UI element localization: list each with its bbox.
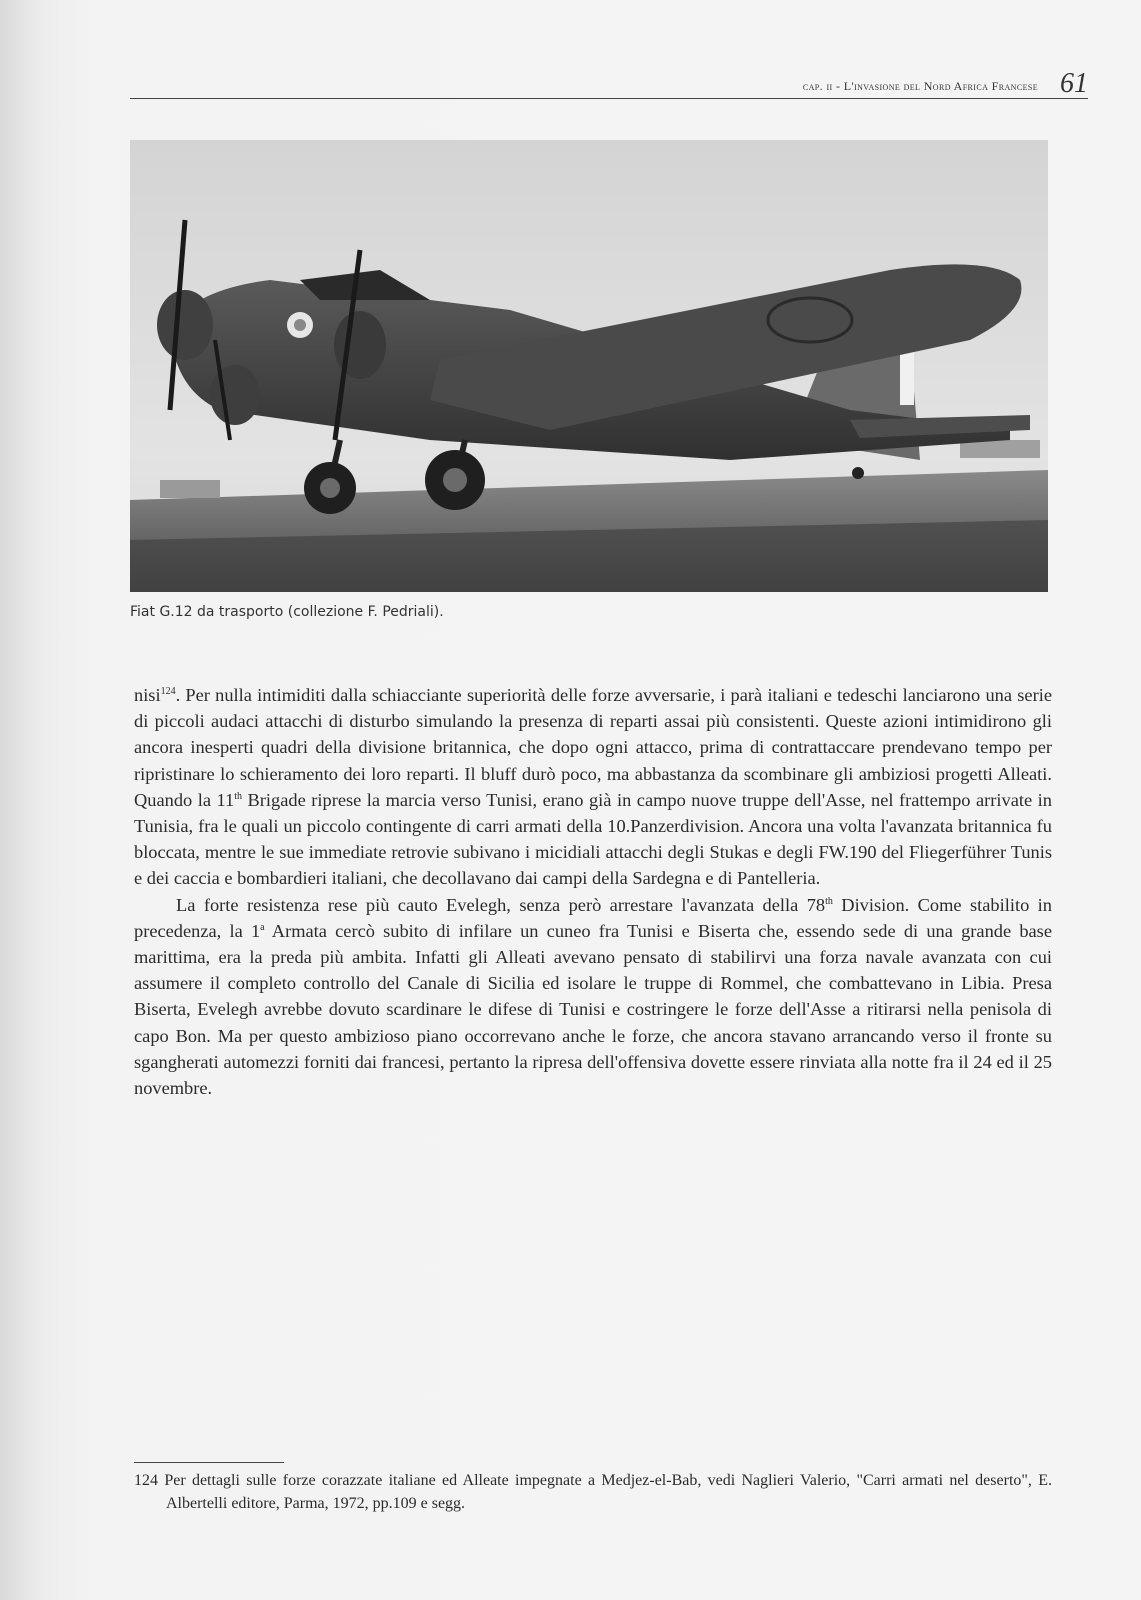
paragraph-1-part-1: . Per nulla intimiditi dalla schiacciante superiorità delle forze avversarie, i parà italiani e tedeschi lanciarono una serie di piccoli audaci attacchi di disturbo simulando la presenza di reparti assai più consistenti. Queste azioni intimidirono gli ancora inesperti quadri della divisione britannica, che dopo ogni attacco, prima di contrattaccare prendevano tempo per ripristinare lo schieramento dei loro reparti. Il bluff durò poco, ma abbastanza da scombinare gli ambiziosi progetti Alleati. Quando la 11 (134, 685, 1052, 810)
ordinal-sup: th (234, 790, 243, 802)
body-text (134, 682, 1052, 1101)
paragraph-1-part-2: Brigade riprese la marcia verso Tunisi, erano già in campo nuove truppe dell'Asse, nel frattempo arrivate in Tunisia, fra le quali un piccolo contingente di carri armati della 10.Panzerdivision. Ancora una volta l'avanzata britannica fu bloccata, mentre le sue immediate retrovie subivano i micidiali attacchi degli Stukas e degli FW.190 del Fliegerführer Tunis e dei caccia e bombardieri italiani, che decollavano dai campi della Sardegna e di Pantelleria. (134, 789, 1052, 889)
footnote-number: 124 (134, 1472, 158, 1489)
paragraph-2-part-2: Division. Come stabilito in precedenza, la 1 (134, 894, 1052, 941)
footnote (134, 1469, 1052, 1515)
figure-caption: Fiat G.12 da trasporto (collezione F. Pedriali). (130, 604, 444, 620)
aircraft-photo (130, 140, 1048, 592)
footnote-body: Per dettagli sulle forze corazzate italiane ed Alleate impegnate a Medjez-el-Bab, vedi Naglieri Valerio, "Carri armati nel deserto", E. Albertelli editore, Parma, 1972, pp.109 e segg. (164, 1472, 1052, 1512)
paragraph-2 (134, 892, 1052, 1102)
footnote-ref[interactable]: 124 (160, 686, 176, 697)
paragraph-1 (134, 682, 1052, 892)
paragraph-2-part-3: Armata cercò subito di infilare un cuneo fra Tunisi e Biserta che, essendo sede di una grande base marittima, era la preda più ambita. Infatti gli Alleati avevano pensato di stabilirvi una forza navale avanzata con cui assumere il completo controllo del Canale di Sicilia ed isolare le truppe di Rommel, che combattevano in Libia. Presa Biserta, Evelegh avrebbe dovuto scardinare le difese di Tunisi e costringere le forze dell'Asse a ritirarsi nella penisola di capo Bon. Ma per questo ambizioso piano occorrevano anche le forze, che ancora stavano arrancando verso il fronte su sgangherati automezzi forniti dai francesi, pertanto la ripresa dell'offensiva dovette essere rinviata alla notte fra il 24 ed il 25 novembre. (134, 920, 1053, 1099)
footnote-divider (134, 1462, 284, 1463)
paragraph-2-part-1: La forte resistenza rese più cauto Evelegh, senza però arrestare l'avanzata della 78 (176, 894, 826, 915)
ordinal-sup: th (825, 895, 833, 907)
ordinal-sup: a (260, 921, 265, 933)
running-header (130, 68, 1088, 99)
running-title: cap. ii - L'invasione del Nord Africa Francese (802, 79, 1038, 93)
paragraph-1-lead: nisi (134, 685, 161, 705)
footnote-text (134, 1469, 1052, 1515)
page-number: 61 (1060, 68, 1088, 99)
